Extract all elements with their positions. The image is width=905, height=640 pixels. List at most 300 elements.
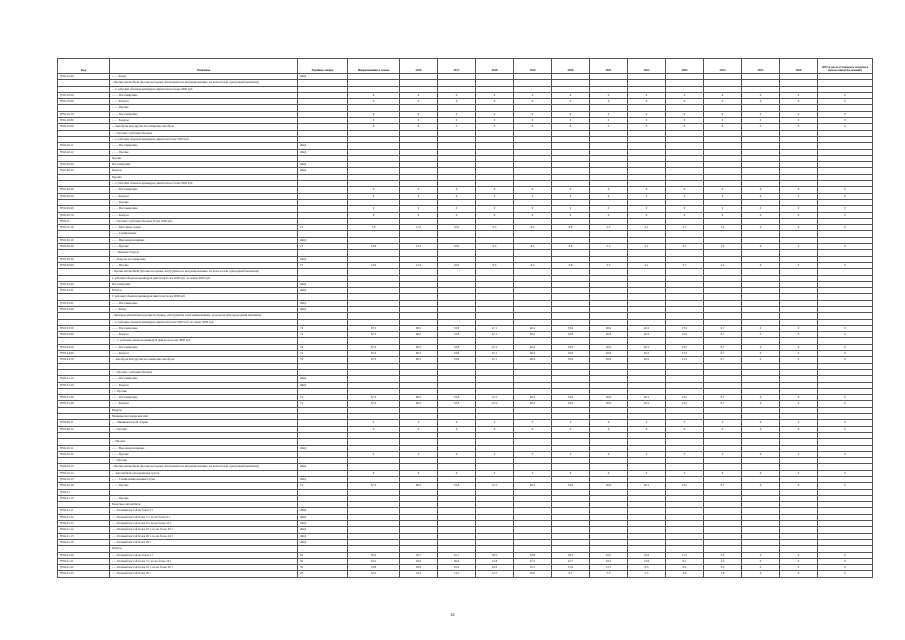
rate-cell: 0 [780,470,818,476]
rate-cell: 0 [742,244,780,250]
base-rate-cell: ОКД [298,256,348,262]
rate-cell: 60.5 [400,483,438,489]
code-cell: 8703.24.50 [58,344,110,350]
code-cell: 8704.21.20 [58,552,110,558]
rate-cell: 53.8 [438,332,476,338]
description-cell: - - С рабочим объемом цилиндров двигателя не более 2000 куб. [110,181,298,187]
rate-cell: 1.4 [704,262,742,268]
rate-cell: 0 [818,111,873,117]
rate-cell: 0 [780,451,818,457]
rate-cell: 0 [742,344,780,350]
base-rate-cell: ОКД [298,74,348,80]
code-cell: 8702.10.90 [58,124,110,130]
rate-cell: 47.1 [476,332,514,338]
rate-cell: 0 [552,124,590,130]
description-cell: С рабочим объемом цилиндров двигателя более 2000 куб. но менее 3000 куб. [110,275,298,281]
rate-cell: 7.3 [590,571,628,577]
rate-cell: 0 [476,420,514,426]
rate-cell: 50.7 [400,552,438,558]
code-cell: 8702.20.40 [58,187,110,193]
rate-cell: 67.3 [348,325,400,331]
rate-cell: 0 [704,193,742,199]
description-cell: - - - - Высокопроходимые [110,445,298,451]
rate-cell: 0 [666,92,704,98]
rate-cell: 5.5 [590,244,628,250]
rate-cell: 0 [704,99,742,105]
base-rate-cell: ОКД [298,162,348,168]
base-rate-cell: ОКД [298,527,348,533]
rate-cell: 10.9 [438,262,476,268]
code-cell: 8704.10.12 [58,451,110,457]
rate-cell: 6.7 [704,357,742,363]
base-rate-cell: ОКД [298,376,348,382]
rate-cell: 45.1 [438,552,476,558]
rate-cell: 19.1 [514,565,552,571]
rate-cell: 20.2 [628,401,666,407]
description-cell: - - - - Бонус [110,306,298,312]
code-cell: 8703.90.12 [58,426,110,432]
rate-cell: 0 [348,118,400,124]
rate-cell: 26.9 [590,351,628,357]
description-cell: - - - - Прочие [110,149,298,155]
base-rate-cell: ОКД [298,521,348,527]
rate-cell: 0 [476,451,514,457]
rate-cell: 0 [348,111,400,117]
rate-cell: 67.3 [348,351,400,357]
rate-cell: 0 [514,111,552,117]
rate-cell: 12.7 [476,571,514,577]
code-cell: 8704.21.22 [58,565,110,571]
rate-cell: 20.2 [628,344,666,350]
rate-cell: 0 [552,470,590,476]
description-cell: - - - - Бонусы [110,401,298,407]
base-rate-cell: ОКД [298,477,348,483]
rate-cell: 0 [476,193,514,199]
rate-cell: 60.5 [400,401,438,407]
rate-cell: 33.6 [552,357,590,363]
code-cell: 8702.20.60 [58,206,110,212]
code-cell: 8703.24.60 [58,351,110,357]
rate-cell: 10.9 [514,571,552,577]
rate-cell: 0 [476,111,514,117]
rate-cell: 0 [400,187,438,193]
rate-cell: 0 [704,420,742,426]
rate-cell: 0 [514,187,552,193]
rate-cell: 9.5 [476,225,514,231]
rate-cell: 0 [476,124,514,130]
base-rate-cell: ОКД [298,288,348,294]
code-cell: 8704.21.11 [58,508,110,514]
rate-cell: 0 [628,99,666,105]
rate-cell: 14.5 [438,571,476,577]
rate-cell: 33.6 [552,351,590,357]
rate-cell: 0 [552,206,590,212]
rate-cell: 0 [704,187,742,193]
rate-cell: 20.2 [628,395,666,401]
base-rate-cell: 74 [298,351,348,357]
code-cell: 8703.23.46 [58,306,110,312]
column-header: 2022 [628,59,666,74]
description-cell: - - Автобусы или другие пассажирские автобусы [110,124,298,130]
rate-cell: 67.3 [348,332,400,338]
rate-cell: 0 [514,92,552,98]
description-cell: Бонусы [110,546,298,552]
rate-cell: 6.8 [552,244,590,250]
rate-cell: 0 [438,426,476,432]
rate-cell: 22.3 [476,565,514,571]
description-cell: - - - - Бонусы [110,351,298,357]
rate-cell: 9.5 [628,565,666,571]
description-cell: - - - - Бонусы [110,212,298,218]
column-header: 2025 [742,59,780,74]
rate-cell: 0 [438,111,476,117]
rate-cell: 0 [438,193,476,199]
code-cell: 8703.31.10 [58,376,110,382]
rate-cell: 60.5 [400,351,438,357]
rate-cell: 0 [780,420,818,426]
rate-cell: 0 [818,262,873,268]
rate-cell: 0 [628,206,666,212]
rate-cell: 47.1 [476,325,514,331]
rate-cell: 33.6 [552,483,590,489]
rate-cell: 0 [742,124,780,130]
rate-cell: 5.5 [590,262,628,268]
rate-cell: 56.4 [348,552,400,558]
description-cell: - Легковые автомобили (прочие моторные, инструменты и инсценированные, на колесах или однородный механизм) [110,313,298,319]
rate-cell: 0 [818,558,873,564]
rate-cell: 0 [400,99,438,105]
rate-cell: 0 [742,470,780,476]
rate-cell: 0 [704,118,742,124]
rate-cell: 0 [818,206,873,212]
description-cell: - - - - Пассажирские [110,92,298,98]
description-cell: - - - - Прочие [110,105,298,111]
rate-cell: 0 [348,99,400,105]
description-cell: - - - - Прочие [110,199,298,205]
rate-cell: 0 [666,124,704,130]
rate-cell: 0 [742,357,780,363]
rate-cell: 0 [400,92,438,98]
rate-cell: 0 [400,420,438,426]
rate-cell: 16.9 [628,552,666,558]
code-cell: 8704.10.14 [58,470,110,476]
rate-cell: 0 [780,565,818,571]
description-cell: - - - Прочие с рабочим объемом более 1000 куб. [110,218,298,224]
rate-cell: 40.4 [514,351,552,357]
rate-cell: 20.2 [628,325,666,331]
rate-cell: 0 [780,99,818,105]
rate-cell: 0 [818,357,873,363]
rate-cell: 60.5 [400,332,438,338]
description-cell: - - - - Пассажирские [110,300,298,306]
rate-cell: 0 [818,420,873,426]
rate-cell: 0 [476,99,514,105]
rate-cell: 40.9 [400,558,438,564]
rate-cell: 0 [818,193,873,199]
code-cell: 8702.10.80 [58,118,110,124]
rate-cell: 0 [590,212,628,218]
rate-cell: 9.1 [552,571,590,577]
rate-cell: 0 [628,420,666,426]
rate-cell: 0 [590,206,628,212]
rate-cell: 0 [666,451,704,457]
rate-cell: 26.9 [590,325,628,331]
rate-cell: 6.7 [704,332,742,338]
rate-cell: 0 [514,193,552,199]
rate-cell: 8.2 [514,244,552,250]
description-cell: - - - Полный массой более 20 т [110,571,298,577]
code-cell: 8704.21.14 [58,527,110,533]
rate-cell: 6.7 [704,483,742,489]
rate-cell: 31.8 [348,565,400,571]
rate-cell: 0 [438,470,476,476]
rate-cell: 0 [514,124,552,130]
base-rate-cell: ОКД [298,539,348,545]
rate-cell: 47.1 [476,344,514,350]
rate-cell: 0 [400,124,438,130]
rate-cell: 0 [514,212,552,218]
rate-cell: 0 [742,325,780,331]
rate-cell: 31.8 [476,558,514,564]
rate-cell: 0 [742,193,780,199]
code-cell: 8704.21 [58,489,110,495]
column-header: Неприменение в сезоне [348,59,400,74]
rate-cell: 0 [348,470,400,476]
description-cell: - - - - Прочие [110,483,298,489]
rate-cell: 0 [590,451,628,457]
rate-cell: 0 [438,206,476,212]
rate-cell: 0 [348,92,400,98]
rate-cell: 0 [704,212,742,218]
rate-cell: 53.8 [438,357,476,363]
code-cell: 8703.31.20 [58,382,110,388]
table-row [58,571,873,577]
rate-cell: 0 [818,124,873,130]
rate-cell: 67.3 [348,483,400,489]
rate-cell: 0 [818,118,873,124]
rate-cell: 0 [818,426,873,432]
rate-cell: 67.3 [348,344,400,350]
rate-cell: 40.4 [514,325,552,331]
description-cell: - - - Бонусы пассажирские [110,256,298,262]
rate-cell: 4.1 [628,262,666,268]
rate-cell: 0 [742,483,780,489]
rate-cell: 39.5 [476,552,514,558]
rate-cell: 47.1 [476,357,514,363]
description-cell: - - С рабочим объемом цилиндров двигателя более 2000 куб. [110,136,298,142]
rate-cell: 7.6 [348,225,400,231]
description-cell: - - - Полный массой более 5 т, но не более 6 т [110,514,298,520]
rate-cell: 0 [348,420,400,426]
rate-cell: 22.7 [552,558,590,564]
rate-cell: 0 [348,426,400,432]
column-header: Код [58,59,110,74]
description-cell: - - - Прочие [110,426,298,432]
description-cell: - - - - Пассажирские [110,376,298,382]
rate-cell: 0 [742,118,780,124]
rate-cell: 6.8 [552,225,590,231]
rate-cell: 20.2 [628,357,666,363]
code-cell: 8702.10.60 [58,99,110,105]
rate-cell: 0 [590,187,628,193]
code-cell: 8703.20.10 [58,237,110,243]
description-cell: - - - Полный массой более 5 т, но не более 10 т [110,558,298,564]
rate-cell: 5.5 [628,571,666,577]
code-cell: 8703.20.30 [58,256,110,262]
rate-cell: 0 [514,99,552,105]
code-cell: 8703.23.41 [58,300,110,306]
rate-cell: 0 [818,351,873,357]
rate-cell: 0 [628,426,666,432]
rate-cell: 0 [514,426,552,432]
rate-cell: 0 [438,92,476,98]
rate-cell: 0 [818,212,873,218]
rate-cell: 6.7 [704,344,742,350]
code-cell: 8704.21.13 [58,521,110,527]
rate-cell: 0 [742,571,780,577]
rate-cell: 13.6 [348,244,400,250]
base-rate-cell: 74 [298,344,348,350]
rate-cell: 0 [666,193,704,199]
rate-cell: 6.7 [704,351,742,357]
rate-cell: 0 [552,187,590,193]
description-cell: - - - Прочие с рабочим объемом [110,369,298,375]
rate-cell: 53.8 [438,395,476,401]
rate-cell: 0 [780,552,818,558]
rate-cell: 0 [628,187,666,193]
description-cell: - - - - Бонусы [110,193,298,199]
rate-cell: 9.1 [666,558,704,564]
rate-cell: 18.2 [590,558,628,564]
column-header: 2026 [780,59,818,74]
code-cell: 8703.11 [58,218,110,224]
rate-cell: 0 [438,212,476,218]
description-cell: - - - - Прочие [110,244,298,250]
base-rate-cell: 62 [298,552,348,558]
rate-cell: 40.4 [514,357,552,363]
rate-cell: 0 [742,262,780,268]
base-rate-cell: 74 [298,395,348,401]
rate-cell: 0 [348,187,400,193]
code-cell: 8702.10.50 [58,92,110,98]
rate-cell: 0 [400,470,438,476]
rate-cell: 0 [590,426,628,432]
base-rate-cell: ОКД [298,300,348,306]
description-cell: - - - С рабочим объемом цилиндров двигателя более 3000 куб. [110,338,298,344]
rate-cell: 12.3 [400,262,438,268]
rate-cell: 0 [438,118,476,124]
rate-cell: 0 [780,92,818,98]
description-cell: - - - - Прочие [110,451,298,457]
rate-cell: 0 [590,111,628,117]
rate-cell: 0 [514,470,552,476]
rate-cell: 4.1 [628,244,666,250]
rate-cell: 0 [742,225,780,231]
column-header: 2016 [400,59,438,74]
rate-cell: 0 [818,395,873,401]
rate-cell: 0 [514,420,552,426]
rate-cell: 0 [742,401,780,407]
description-cell: Бонусы [110,288,298,294]
rate-cell: 0 [818,344,873,350]
description-cell: Прочие [110,155,298,161]
rate-cell: 0 [628,212,666,218]
description-cell: - - - - Пассажирские [110,344,298,350]
rate-cell: 45.5 [348,558,400,564]
description-cell: - - - Полный массой более 6 т, но не более 10 т [110,521,298,527]
base-rate-cell: ОКД [298,168,348,174]
rate-cell: 0 [476,470,514,476]
rate-cell: 0 [628,193,666,199]
rate-cell: 47.1 [476,351,514,357]
rate-cell: 0 [742,565,780,571]
rate-cell: 0 [590,118,628,124]
rate-cell: 0 [476,92,514,98]
description-cell: - - - - Бонусы [110,382,298,388]
rate-cell: 2.7 [666,244,704,250]
rate-cell: 0 [348,212,400,218]
rate-cell: 60.5 [400,325,438,331]
rate-cell: 9.5 [476,244,514,250]
rate-cell: 0 [590,193,628,199]
rate-cell: 67.3 [348,357,400,363]
rate-cell: 18.2 [348,571,400,577]
code-cell: 8702.20.12 [58,149,110,155]
rate-cell: 11.3 [666,552,704,558]
rate-cell: 8.2 [514,225,552,231]
rate-cell: 0 [818,92,873,98]
rate-cell: 0 [818,451,873,457]
rate-cell: 13.5 [666,401,704,407]
rate-cell: 6.7 [704,401,742,407]
rate-cell: 0 [552,426,590,432]
code-cell: 8704.10.13 [58,464,110,470]
rate-cell: 0 [742,99,780,105]
rate-cell: 0 [780,558,818,564]
rate-cell: 0 [400,451,438,457]
tariff-table [57,58,873,578]
code-cell: 8703.22.40 [58,281,110,287]
code-cell: 8702.10.70 [58,111,110,117]
rate-cell: 0 [348,193,400,199]
rate-cell: 0 [742,558,780,564]
description-cell: Пассажирские [110,281,298,287]
rate-cell: 0 [628,92,666,98]
rate-cell: 28.2 [552,552,590,558]
rate-cell: 0 [818,565,873,571]
rate-cell: 12.7 [590,565,628,571]
rate-cell: 26.9 [590,395,628,401]
code-cell: 8704.21.12 [58,514,110,520]
rate-cell: 0 [476,118,514,124]
description-cell: - - - - Бонусы [110,332,298,338]
rate-cell: 0 [628,451,666,457]
column-header: 2023 [666,59,704,74]
rate-cell: 36.4 [438,558,476,564]
rate-cell: 0 [742,451,780,457]
rate-cell: 0 [666,420,704,426]
rate-cell: 60.5 [400,357,438,363]
description-cell: - - С рабочим объемом цилиндров двигателя не более 2000 куб. [110,86,298,92]
rate-cell: 26.9 [590,357,628,363]
base-rate-cell: 74 [298,357,348,363]
rate-cell: 0 [742,395,780,401]
rate-cell: 33.8 [514,552,552,558]
description-cell: Машины пассажирские или [110,414,298,420]
rate-cell: 0 [438,124,476,130]
rate-cell: 0 [780,426,818,432]
rate-cell: 25.5 [438,565,476,571]
